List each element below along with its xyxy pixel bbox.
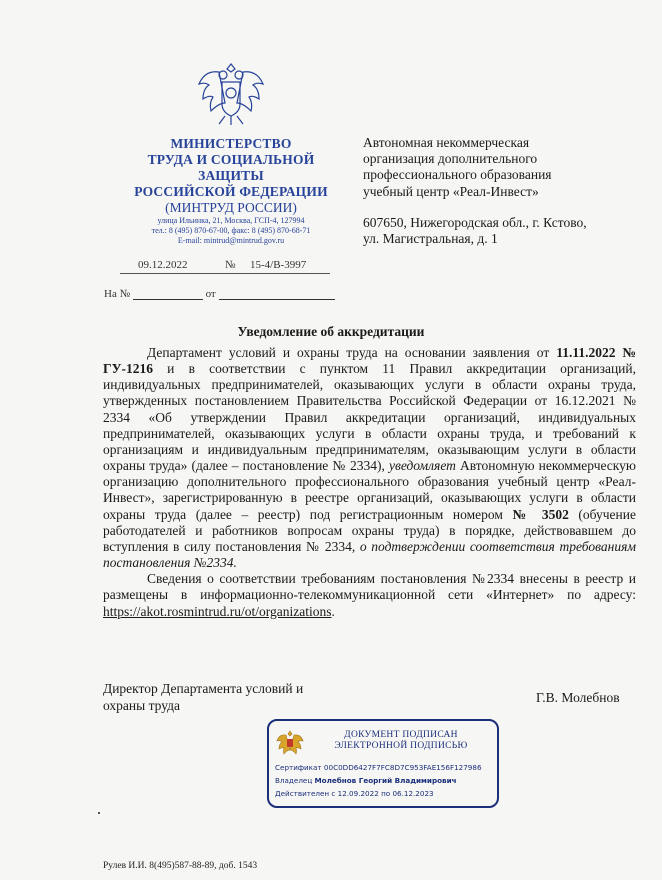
stamp-title-line: ДОКУМЕНТ ПОДПИСАН [344, 730, 458, 740]
stamp-validity-row [275, 789, 434, 798]
registration-underline [120, 273, 330, 274]
body-text: Автономную некоммерческую организацию дополнительного профессионального образования учебный центр «Реал-Инвест», зарегистрированную в реестре организаций, оказывающих услуги в области охраны труда (далее – реестр) под регистрационным номером [103, 458, 637, 522]
reference-na-label: На № [104, 288, 131, 300]
stamp-certificate-label: Сертификат [275, 763, 322, 772]
reference-ot-label: от [205, 288, 216, 300]
ministry-short-name: (МИНТРУД РОССИИ) [165, 200, 297, 215]
ministry-name-line: ТРУДА И СОЦИАЛЬНОЙ [147, 152, 315, 167]
body-paragraph-2 [103, 571, 636, 619]
recipient-org-line: профессионального образования [363, 167, 552, 183]
recipient-address-line: ул. Магистральная, д. 1 [363, 231, 498, 247]
ministry-address-line: улица Ильинка, 21, Москва, ГСП-4, 127994 [157, 216, 305, 225]
body-text: Сведения о соответствии требованиям постановления №2334 внесены в реестр и размещены в информационно-телекоммуникационной сети «Интернет» по адресу: [103, 571, 636, 603]
body-italic-text: о подтверждении соответствия требованиям постановления №2334. [103, 538, 636, 571]
ministry-header [100, 136, 362, 246]
ministry-email-line: E-mail: mintrud@mintrud.gov.ru [177, 236, 285, 245]
signer-position [103, 680, 303, 714]
registry-link[interactable]: https://akot.rosmintrud.ru/ot/organizations [103, 603, 332, 619]
stamp-title [311, 730, 491, 752]
signer-position-line: охраны труда [103, 698, 180, 713]
body-text: и в соответствии с пунктом 11 Правил аккредитации организаций, индивидуальных предпринимателей, оказывающих услуги в области охраны труда, утвержденных постановлением Правительства Российской Федерации от 16.12.2021 № 2334 «Об утверждении Правил аккредитации организаций, индивидуальных предпринимателей, оказывающих услуги в области охраны труда, и требований к организациям и индивидуальным предпринимателям, оказывающим услуги в области охраны труда» (далее – постановление № 2334), [103, 361, 636, 474]
reference-number-blank [133, 289, 203, 300]
body-text: . [331, 603, 335, 619]
coat-of-arms-icon [195, 58, 267, 128]
executor-contact: Рулев И.И. 8(495)587-88-89, доб. 1543 [103, 861, 258, 871]
stamp-owner-row [275, 776, 457, 785]
stamp-owner-value: Молебнов Георгий Владимирович [314, 776, 457, 785]
recipient-org-line: Автономная некоммерческая [363, 135, 530, 150]
recipient-org-line: организация дополнительного [363, 151, 538, 167]
registry-number: № 3502 [512, 506, 569, 522]
registration-number: 15-4/В-3997 [250, 259, 307, 271]
stamp-validity-label: Действителен [275, 789, 330, 798]
ministry-name-line: МИНИСТЕРСТВО [170, 136, 292, 151]
scan-speck [98, 812, 100, 814]
application-date: 11.11.2022 [556, 345, 616, 360]
signer-name: Г.В. Молебнов [536, 690, 620, 705]
stamp-title-line: ЭЛЕКТРОННОЙ ПОДПИСЬЮ [334, 741, 468, 751]
ministry-phone-line: тел.: 8 (495) 870-67-00, факс: 8 (495) 870-68-71 [151, 226, 311, 235]
document-title: Уведомление об аккредитации [237, 324, 425, 339]
registration-no-label: № [225, 259, 236, 271]
recipient-block [363, 135, 633, 247]
stamp-owner-label: Владелец [275, 776, 313, 785]
electronic-signature-stamp [267, 719, 499, 808]
signer-position-line: Директор Департамента условий и [103, 681, 304, 696]
application-number: № ГУ-1216 [103, 345, 636, 377]
reference-date-blank [219, 289, 335, 300]
stamp-emblem-icon [275, 727, 305, 757]
stamp-certificate-row [275, 763, 482, 772]
ministry-name-line: РОССИЙСКОЙ ФЕДЕРАЦИИ [134, 184, 328, 199]
ministry-name-line: ЗАЩИТЫ [198, 168, 264, 183]
body-text: Департамент условий и охраны труда на основании заявления от [147, 345, 557, 360]
registration-date: 09.12.2022 [138, 259, 188, 271]
reference-line [104, 288, 335, 300]
recipient-address-line: 607650, Нижегородская обл., г. Кстово, [363, 214, 587, 230]
body-paragraph-1 [103, 345, 636, 571]
stamp-validity-value: с 12.09.2022 по 06.12.2023 [331, 789, 434, 798]
document-body [103, 345, 636, 620]
body-italic-text: уведомляет [388, 458, 456, 474]
stamp-certificate-value: 00C0DD6427F7FC8D7C953FAE156F127986 [323, 763, 482, 772]
body-text: (обучение работодателей и работников вопросам охраны труда) в порядке, действовавшем до вступления в силу постановления № 2334, [103, 506, 636, 554]
recipient-org-line: учебный центр «Реал-Инвест» [363, 183, 539, 199]
